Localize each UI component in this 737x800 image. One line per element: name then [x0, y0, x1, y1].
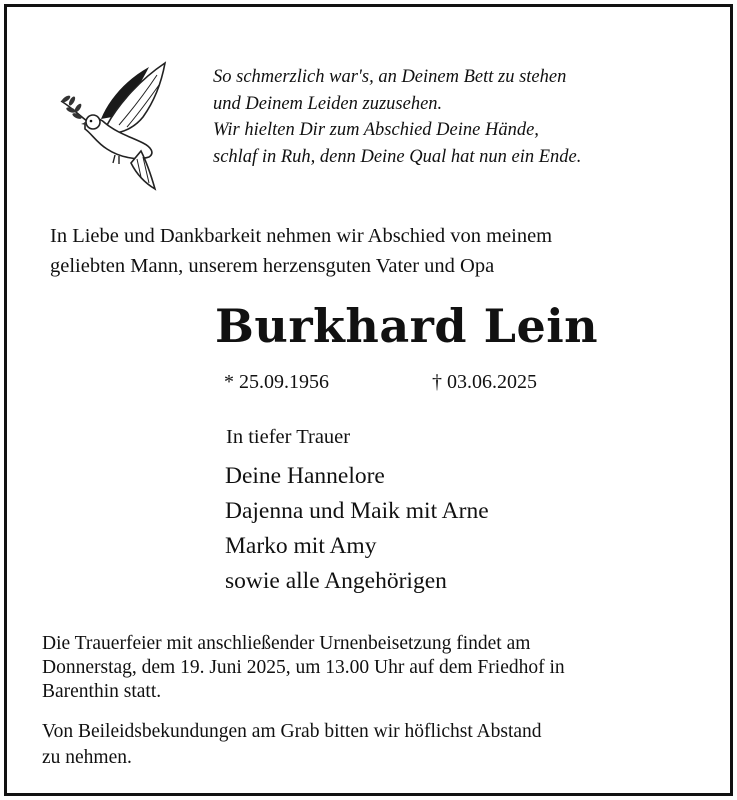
funeral-notice — [42, 632, 722, 704]
intro-line: geliebten Mann, unserem herzensguten Vater und Opa — [50, 255, 495, 277]
funeral-line: Barenthin statt. — [42, 681, 162, 702]
poem-verse — [213, 64, 683, 170]
birth-date: * 25.09.1956 — [224, 371, 329, 393]
obituary-frame — [4, 4, 733, 796]
funeral-line: Donnerstag, dem 19. Juni 2025, um 13.00 Uhr auf dem Friedhof in — [42, 657, 565, 678]
intro-line: In Liebe und Dankbarkeit nehmen wir Abschied von meinem — [50, 225, 553, 247]
mourner-name: sowie alle Angehörigen — [225, 568, 447, 594]
death-date: † 03.06.2025 — [432, 371, 537, 393]
poem-line: und Deinem Leiden zuzusehen. — [213, 93, 443, 114]
poem-line: schlaf in Ruh, denn Deine Qual hat nun ein Ende. — [213, 146, 582, 167]
condolence-notice — [42, 719, 722, 771]
mourner-name: Marko mit Amy — [225, 533, 377, 559]
deceased-name: Burkhard Lein — [215, 299, 599, 353]
mourner-name: Dajenna und Maik mit Arne — [225, 498, 489, 524]
mourners-list — [225, 459, 685, 599]
condolence-line: Von Beileidsbekundungen am Grab bitten wir höflichst Abstand — [42, 721, 542, 742]
mourner-name: Deine Hannelore — [225, 463, 385, 489]
condolence-line: zu nehmen. — [42, 747, 132, 768]
mourning-heading: In tiefer Trauer — [226, 426, 351, 448]
dove-with-olive-branch-icon — [57, 59, 169, 195]
funeral-line: Die Trauerfeier mit anschließender Urnenbeisetzung findet am — [42, 633, 531, 654]
poem-line: Wir hielten Dir zum Abschied Deine Hände, — [213, 120, 539, 140]
poem-line: So schmerzlich war's, an Deinem Bett zu stehen — [213, 67, 567, 87]
farewell-intro — [50, 221, 710, 281]
